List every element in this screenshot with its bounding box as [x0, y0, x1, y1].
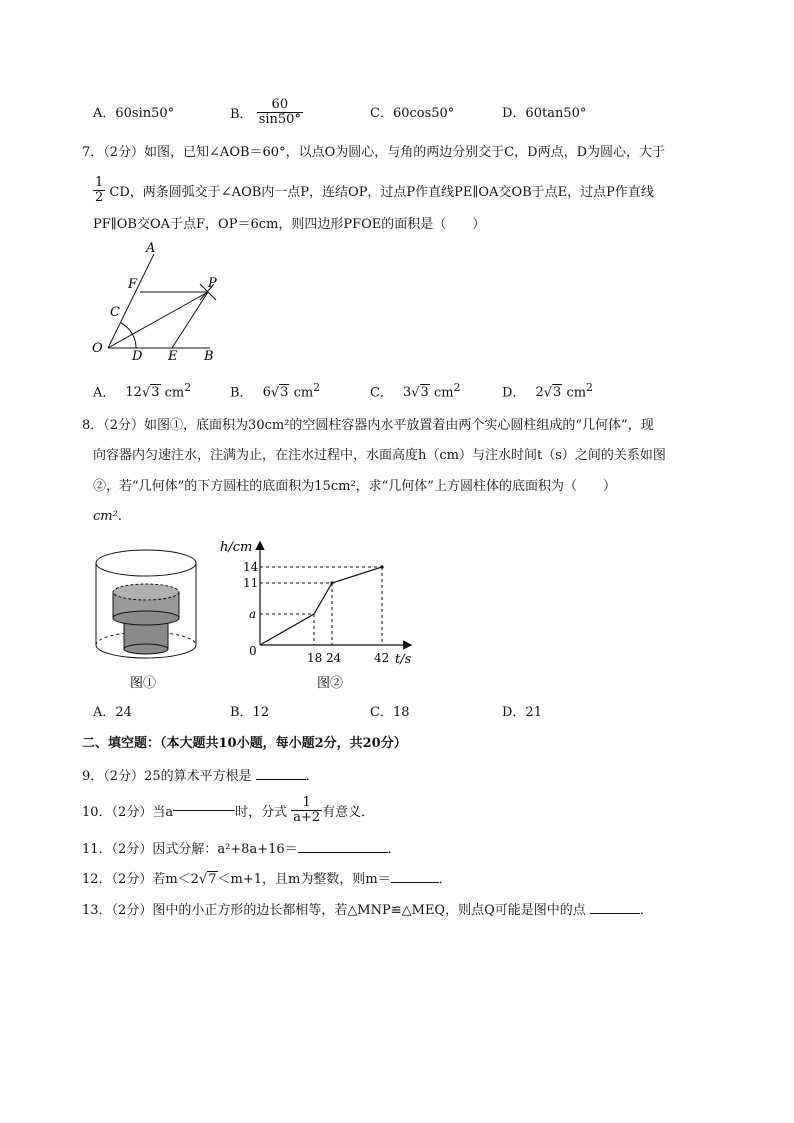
q9-answer-blank[interactable] [256, 779, 306, 780]
q7-ray-oa [108, 254, 154, 348]
q7-option-d-root: 3 [553, 385, 562, 401]
graph-x-tick-18: 18 [307, 651, 323, 665]
q7-option-a-coef: 12 [125, 385, 142, 401]
q7-option-c: C． 3√3 $cm^2$ [370, 381, 461, 401]
upper-cylinder-top [113, 584, 179, 600]
q7-option-b-coef: 6 [262, 385, 271, 401]
q11-text: 11．（2分）因式分解：a²+8a+16＝ [82, 842, 298, 857]
upper-cylinder-bottom [113, 611, 179, 625]
q10-mid: 时，分式 [235, 805, 288, 820]
q7-option-c-unit: cm [433, 385, 454, 401]
q13-end: ． [639, 903, 653, 918]
q8-option-b: B．12 [230, 705, 270, 720]
q10-prefix: 10．（2分）当a [82, 805, 174, 820]
q7-option-a-prefix: A． [93, 385, 116, 401]
q8-line-1: 8．（2分）如图①，底面积为30cm²的空圆柱容器内水平放置着由两个实心圆柱组成的“几何体”，现 [82, 418, 654, 433]
graph-y-tick-14: 14 [243, 560, 259, 574]
graph-point-1 [330, 581, 333, 584]
graph-line [260, 567, 382, 645]
q6-option-b-numerator: 60 [257, 98, 303, 113]
lower-cylinder-base [124, 644, 168, 654]
q7-label-b: B [204, 349, 214, 364]
graph-x-tick-42: 42 [374, 651, 390, 665]
q12: 12．（2分）若m＜2√7＜m+1，且m为整数，则m＝ ． [82, 872, 452, 887]
q7-option-b-prefix: B． [230, 385, 253, 401]
q7-label-e: E [168, 349, 178, 364]
q7-segment-pe [172, 292, 208, 348]
q12-prefix: 12．（2分）若m＜2 [82, 872, 199, 887]
q10-numerator: 1 [291, 796, 322, 811]
q8-line-4: cm². [93, 509, 122, 524]
q6-option-a: A．60sin50° [93, 106, 175, 121]
q7-option-b-exp: 2 [313, 381, 321, 394]
q9 [82, 767, 319, 787]
q8-option-c: C．18 [370, 705, 410, 720]
q7-line-1: 7．（2分）如图，已知∠AOB＝60°，以点O为圆心，与角的两边分别交于C，D两点，D为圆心，大于 [82, 145, 666, 160]
q7-option-b-root: 3 [280, 385, 289, 401]
q7-label-o: O [92, 341, 103, 356]
q7-option-c-coef: 3 [402, 385, 412, 401]
q8-option-d: D．21 [502, 705, 542, 720]
q7-option-b: B． 6√3 $cm^2$ [230, 381, 321, 401]
fig1-caption: 图① [130, 676, 157, 691]
graph-origin: 0 [249, 644, 257, 658]
q7-option-d-prefix: D． [502, 385, 526, 401]
q13 [82, 901, 653, 921]
q7-line-2-text: CD，两条圆弧交于∠AOB内一点P，连结OP，过点P作直线PE∥OA交OB于点E，过点P作直线 [109, 185, 654, 200]
q6-option-b-denominator: sin50° [258, 112, 301, 127]
q7-label-f: F [128, 277, 138, 292]
q7-option-d: D． 2√3 $cm^2$ [502, 381, 593, 401]
q7-figure [88, 240, 228, 365]
q13-answer-blank[interactable] [590, 913, 640, 914]
q12-answer-blank[interactable] [391, 882, 439, 883]
q7-half-fraction [93, 176, 105, 205]
graph-y-label: h/cm [220, 540, 253, 555]
q10 [82, 796, 374, 825]
graph-point-2 [380, 565, 383, 568]
q7-option-c-prefix: C． [370, 385, 393, 401]
graph-y-tick-11: 11 [243, 576, 259, 590]
container-top [96, 550, 196, 576]
q7-label-a: A [146, 241, 156, 256]
q7-label-p: P [208, 276, 217, 291]
q6-option-b-fraction [257, 98, 303, 127]
q7-option-c-exp: 2 [453, 381, 461, 394]
q13-text: 13．（2分）图中的小正方形的边长都相等，若△MNP≌△MEQ，则点Q可能是图中的点 [82, 903, 586, 918]
q7-option-d-coef: 2 [535, 385, 544, 401]
q7-label-d: D [132, 349, 143, 364]
q10-fraction [291, 796, 322, 825]
q12-end: ． [438, 872, 452, 887]
q6-option-b-prefix: B． [230, 107, 253, 122]
q6-option-d: D．60tan50° [502, 106, 587, 121]
q11-answer-blank[interactable] [298, 852, 388, 853]
q8-line-2: 向容器内匀速注水，注满为止，在注水过程中，水面高度h（cm）与注水时间t（s）之间的关系如图 [93, 448, 666, 463]
section-2-heading: 二、填空题：（本大题共10小题，每小题2分，共20分） [82, 736, 407, 751]
q12-suffix: ＜m+1，且m为整数，则m＝ [217, 872, 391, 887]
q7-half-denominator: 2 [95, 190, 104, 205]
q7-line-2 [93, 176, 654, 205]
q7-option-a: A． 12√3 $cm^2$ [93, 381, 192, 401]
q6-option-b [230, 98, 303, 127]
graph-x-tick-24: 24 [326, 651, 342, 665]
q8-option-a: A．24 [93, 705, 132, 720]
q7-option-c-root: 3 [420, 385, 429, 401]
q7-option-a-unit: cm [164, 385, 185, 401]
q7-line-3: PF∥OB交OA于点F，OP＝6cm，则四边形PFOE的面积是（ ） [93, 217, 486, 232]
graph-y-tick-a: a [249, 607, 257, 621]
q7-option-a-root: 3 [151, 385, 160, 401]
q9-text: 9．（2分）25的算术平方根是 [82, 769, 252, 784]
q11 [82, 840, 401, 860]
q10-denominator: a+2 [293, 810, 321, 825]
q12-root: 7 [208, 872, 217, 887]
q10-answer-blank[interactable] [173, 810, 235, 811]
q7-segment-op [108, 292, 208, 348]
q8-line-3: ②，若“几何体”的下方圆柱的底面积为15cm²，求“几何体”上方圆柱体的底面积为（ ） [93, 479, 616, 494]
fig2-caption: 图② [317, 676, 344, 691]
q10-end: 有意义． [322, 805, 375, 820]
q6-option-c: C．60cos50° [370, 106, 455, 121]
q8-figure-2 [215, 535, 425, 695]
q8-figure-1 [90, 545, 210, 695]
q7-label-c: C [110, 305, 120, 320]
q7-option-d-exp: 2 [586, 381, 593, 394]
q7-half-numerator: 1 [95, 175, 104, 190]
q7-option-a-exp: 2 [184, 381, 192, 394]
q7-option-b-unit: cm [293, 385, 314, 401]
q7-arc-cd [121, 323, 136, 348]
q11-end: ． [387, 842, 401, 857]
q7-option-d-unit: cm [566, 385, 587, 401]
q9-end: ． [305, 769, 319, 784]
graph-x-label: t/s [395, 652, 412, 667]
